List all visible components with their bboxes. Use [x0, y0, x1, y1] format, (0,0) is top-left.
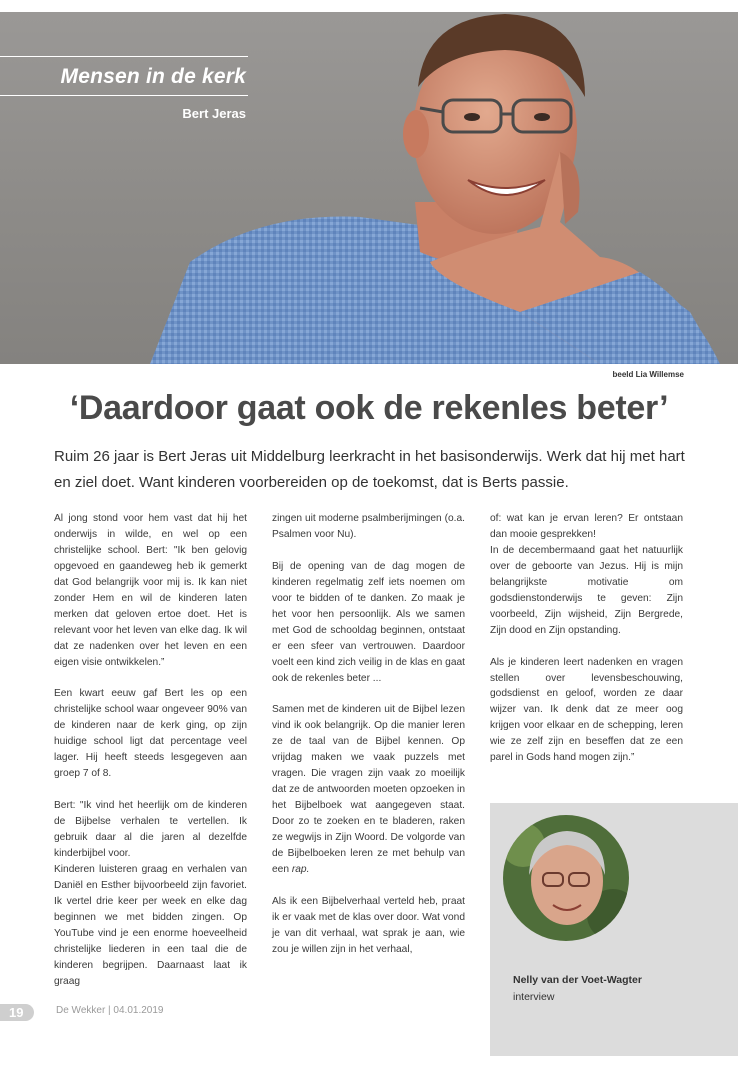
paragraph: In de decembermaand gaat het natuurlijk over de geboorte van Jezus. Hij is mijn belangrijkste motivatie om godsdienstonderwijs te geven: Zijn voorbeeld, Zijn wijsheid, Zijn Bergrede, Zijn dood en Zijn opstanding.	[490, 544, 683, 636]
paragraph: Bert: "Ik vind het heerlijk om de kinderen de Bijbelse verhalen te vertellen. Ik gebruik daar al die jaren al dezelfde kinderbijbel voor.	[54, 800, 247, 859]
paragraph: Als ik een Bijbelverhaal verteld heb, praat ik er vaak met de klas over door. Wat vond je van dit verhaal, wat sprak je aan, wie zou je willen zijn in het verhaal,	[272, 895, 465, 955]
author-portrait	[503, 815, 629, 941]
paragraph: Kinderen luisteren graag en verhalen van Daniël en Esther bijvoorbeeld zijn favoriet. Ik vertel drie keer per week en elke dag beginnen we met bidden zingen. Op YouTube vind je een enorme hoeveelheid christelijke liederen in een taal die de kinderen begrijpen. Daarnaast laat ik graag	[54, 863, 247, 987]
headline: ‘Daardoor gaat ook de rekenles beter’	[69, 389, 669, 427]
series-title: Mensen in de kerk	[60, 65, 246, 88]
paragraph: Als je kinderen leert nadenken en vragen stellen over levensbeschouwing, godsdienst en geloof, worden ze daar wijzer van. Ik denk dat ze meer oog krijgen voor elkaar en de schepping, leren wie ze zelf zijn en beseffen dat ze een parel in Gods hand mogen zijn.”	[490, 656, 683, 764]
paragraph: Bij de opening van de dag mogen de kinderen regelmatig zelf iets noemen om voor te bidden of te danken. Zo maak je het voor hen persoonlijk. Als we samen met God de schooldag beginnen, ontstaat er een sfeer van vertrouwen. Daardoor voelt een kind zich veilig in de klas en gaat ook de rekenles beter ...	[272, 560, 465, 684]
footer-publication: De Wekker | 04.01.2019	[56, 1005, 164, 1016]
photo-credit: beeld Lia Willemse	[612, 370, 684, 379]
paragraph: zingen uit moderne psalmberijmingen (o.a. Psalmen voor Nu).	[272, 513, 465, 540]
article-column-2	[272, 511, 465, 974]
paragraph	[272, 702, 465, 877]
paragraph: of: wat kan je ervan leren? Er ontstaan dan mooie gesprekken!	[490, 513, 683, 540]
series-header	[0, 56, 248, 121]
article-column-1	[54, 511, 247, 1006]
author-name: Nelly van der Voet-Wagter	[513, 974, 642, 986]
paragraph-text: Samen met de kinderen uit de Bijbel lezen vind ik ook belangrijk. Op die manier leren ze de taal van de Bijbel kennen. Op vrijdag maken we vaak puzzels met vragen. Die vragen zijn vaak zo moeilijk dat ze de antwoorden moeten opzoeken in het Bijbelboek wat aangegeven staat. Door zo te zoeken en te bladeren, raken ze wegwijs in Zijn Woord. De volgorde van de Bijbelboeken leren ze met behulp van een	[272, 704, 465, 875]
author-role: interview	[513, 991, 555, 1003]
intro-paragraph: Ruim 26 jaar is Bert Jeras uit Middelburg leerkracht in het basisonderwijs. Werk dat hij met hart en ziel doet. Want kinderen voorbereiden op de toekomst, dat is Berts passie.	[54, 448, 685, 491]
subject-name: Bert Jeras	[182, 106, 246, 121]
article-column-3	[490, 511, 683, 782]
author-photo-illustration	[503, 815, 629, 941]
emphasis-rap: rap.	[291, 863, 310, 875]
hero-photo	[0, 12, 738, 364]
page-number: 19	[0, 1004, 34, 1021]
paragraph: Al jong stond voor hem vast dat hij het onderwijs in wilde, en wel op een christelijke school. Bert: "Ik ben gelovig opgevoed en gaandeweg heb ik gemerkt dat God belangrijk voor mij is. Ik kan niet zonder Hem en wil de kinderen laten merken dat geloven ertoe doet. Het is relevant voor het leven van elke dag. Ik wil dat ze nadenken over het leven en een eigen visie ontwikkelen.”	[54, 513, 247, 668]
paragraph: Een kwart eeuw gaf Bert les op een christelijke school waar ongeveer 90% van de kinderen naar de kerk ging, op zijn huidige school ligt dat percentage veel lager. Hij heeft steeds lesgegeven aan groep 7 of 8.	[54, 688, 247, 780]
